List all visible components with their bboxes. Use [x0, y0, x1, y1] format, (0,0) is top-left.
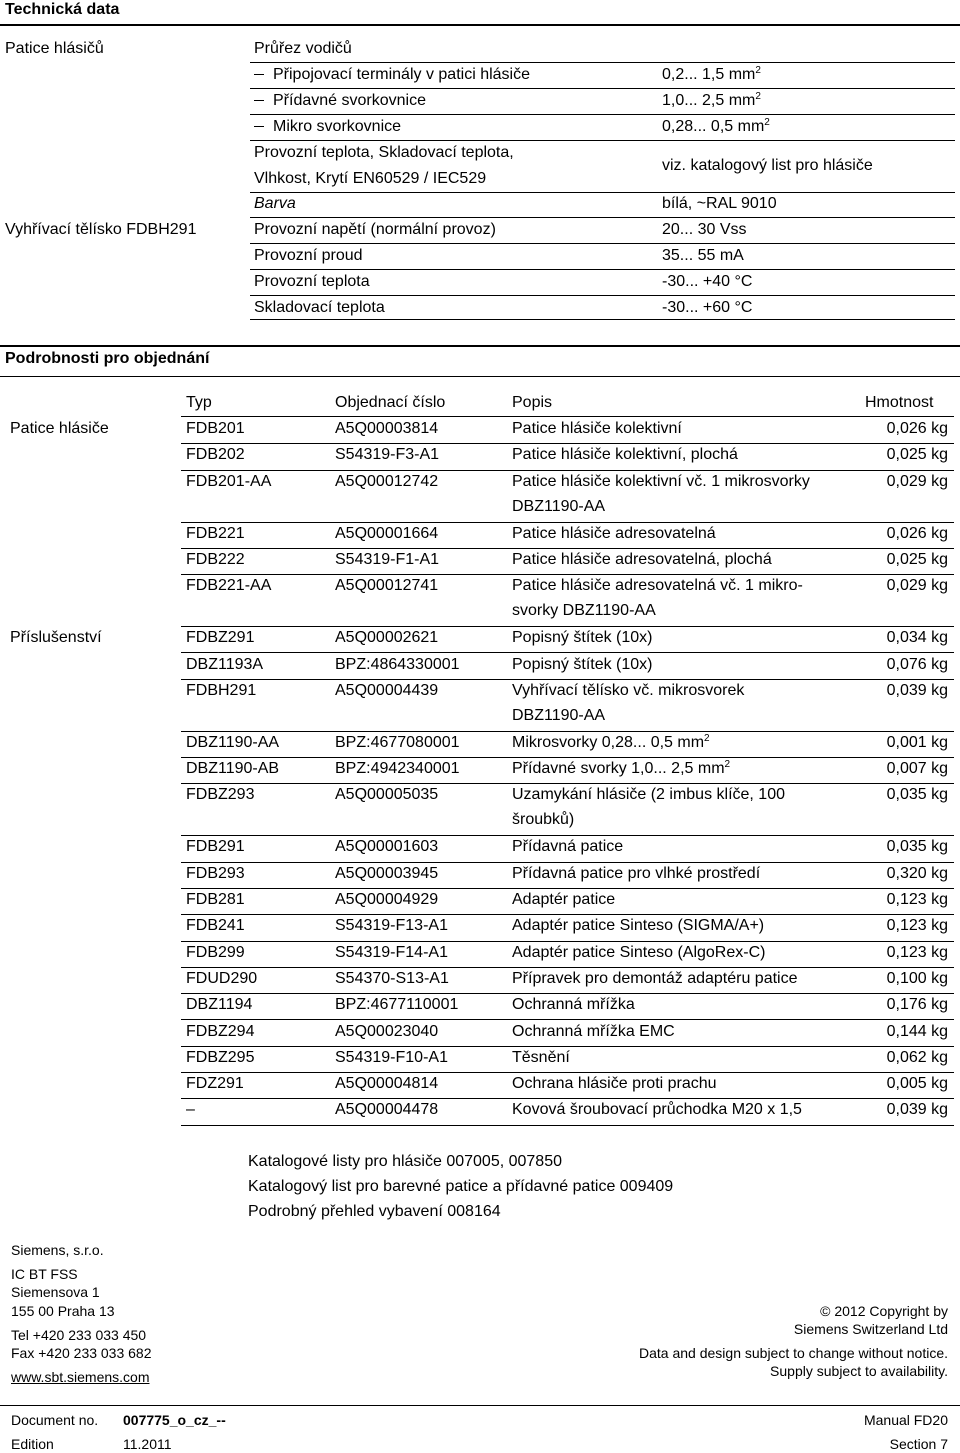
section-title-technical-data: Technická data — [5, 1, 120, 18]
cell-weight: 0,123 kg — [886, 917, 948, 935]
cell-description — [512, 760, 730, 778]
footer-copyright-line1: © 2012 Copyright by — [820, 1303, 948, 1319]
cell-weight: 0,123 kg — [886, 891, 948, 908]
cell-order-number: A5Q00004929 — [335, 891, 439, 908]
footer-notice-line2: Supply subject to availability. — [770, 1363, 948, 1379]
cell-weight: 0,029 kg — [886, 472, 948, 490]
cell-order-number: BPZ:4942340001 — [335, 760, 460, 778]
tech-row-label-text: Mikro svorkovnice — [273, 118, 402, 135]
tech-row-value-text: 0,2... 1,5 mm — [662, 66, 756, 83]
cell-weight: 0,025 kg — [886, 550, 948, 568]
cell-type: DBZ1193A — [186, 655, 264, 673]
footer-edition-label: Edition — [11, 1436, 54, 1452]
tech-row-label-text: Provozní proud — [254, 247, 363, 264]
tech-row-label-text: Skladovací teplota — [254, 299, 385, 316]
cell-type: FDB202 — [186, 446, 245, 464]
cell-description-line2: DBZ1190-AA — [512, 706, 606, 724]
cell-weight: 0,025 kg — [886, 446, 948, 464]
cell-weight: 0,039 kg — [886, 1101, 948, 1119]
footer-website-link[interactable]: www.sbt.siemens.com — [11, 1369, 150, 1385]
cell-description-text: Kovová šroubovací průchodka M20 x 1,5 — [512, 1101, 802, 1119]
cell-order-number: BPZ:4677080001 — [335, 733, 460, 751]
cell-weight: 0,123 kg — [886, 943, 948, 961]
cell-description-text: Ochranná mřížka — [512, 996, 635, 1014]
cell-order-number: A5Q00012741 — [335, 577, 439, 595]
row-rule — [181, 679, 954, 680]
section-title-ordering: Podrobnosti pro objednání — [5, 350, 210, 367]
cell-description — [512, 734, 710, 752]
cell-description — [512, 551, 772, 569]
cell-type: FDBZ291 — [186, 629, 255, 647]
cell-description-text: Přídavná patice — [512, 838, 624, 856]
cell-description-line2: svorky DBZ1190-AA — [512, 602, 656, 620]
tech-row-label-text: Připojovací terminály v patici hlásiče — [273, 66, 530, 83]
cell-order-number: A5Q00001603 — [335, 838, 439, 856]
row-rule — [181, 783, 954, 784]
row-rule — [181, 862, 954, 863]
cell-type: FDB299 — [186, 943, 245, 961]
tech-row-label — [254, 118, 401, 136]
cell-description — [512, 577, 803, 595]
cell-description-text: Patice hlásiče kolektivní, plochá — [512, 446, 738, 464]
cell-order-number: BPZ:4677110001 — [335, 996, 459, 1014]
row-rule — [250, 217, 955, 218]
footer-notice-line1: Data and design subject to change without notice. — [639, 1345, 948, 1361]
cell-description-text: Přípravek pro demontáž adaptéru patice — [512, 969, 798, 987]
cell-order-number: A5Q00004814 — [335, 1075, 439, 1093]
cell-description — [512, 446, 738, 464]
bullet-dash — [254, 126, 264, 127]
tech-row-label — [254, 273, 370, 291]
tech-row-label-text: Barva — [254, 195, 296, 212]
tech-row-value — [662, 66, 761, 84]
cell-description — [512, 944, 765, 962]
cell-type: FDB293 — [186, 864, 245, 882]
cell-description-text: Adaptér patice Sinteso (SIGMA/A+) — [512, 917, 765, 935]
tech-row-value-text: 20... 30 Vss — [662, 221, 747, 238]
cell-weight: 0,005 kg — [886, 1075, 948, 1093]
cell-description — [512, 917, 764, 935]
superscript: 2 — [704, 732, 710, 744]
col-header-order-number: Objednací číslo — [335, 394, 446, 411]
cell-type: DBZ1190-AA — [186, 733, 280, 751]
footer-docno-value: 007775_o_cz_-- — [123, 1412, 226, 1428]
cell-description-text: Popisný štítek (10x) — [512, 655, 653, 673]
tech-row-value-text: 35... 55 mA — [662, 247, 744, 264]
cell-weight: 0,320 kg — [886, 864, 948, 882]
row-rule — [250, 114, 955, 115]
cell-order-number: A5Q00004439 — [335, 681, 439, 699]
row-rule — [181, 1072, 954, 1073]
tech-row-label — [254, 66, 530, 84]
row-rule — [181, 757, 954, 758]
tech-row-value — [662, 195, 777, 213]
cell-description — [512, 838, 623, 856]
cell-description-text: Ochrana hlásiče proti prachu — [512, 1075, 717, 1093]
cell-type: FDB222 — [186, 550, 245, 568]
cell-description — [512, 1075, 717, 1093]
cell-description — [512, 1023, 675, 1041]
cell-description — [512, 1101, 802, 1119]
tech-row-value-text: bílá, ~RAL 9010 — [662, 195, 777, 212]
tech-row-label — [254, 299, 385, 317]
cell-weight: 0,026 kg — [886, 420, 948, 437]
row-rule — [181, 652, 954, 653]
footer-edition-value: 11.2011 — [123, 1436, 172, 1452]
row-rule — [181, 1046, 954, 1047]
row-rule — [181, 914, 954, 915]
tech-row-label-text: Provozní teplota — [254, 273, 370, 290]
header-divider — [181, 416, 954, 417]
cell-type: FDB281 — [186, 891, 245, 908]
cell-description — [512, 656, 653, 674]
cell-description-text: Vyhřívací tělísko vč. mikrosvorek — [512, 681, 745, 699]
cell-type: DBZ1190-AB — [186, 760, 280, 778]
group-label-heater: Vyhřívací tělísko FDBH291 — [5, 221, 197, 238]
cell-description-text: Přídavná patice pro vlhké prostředí — [512, 864, 761, 882]
cell-weight: 0,144 kg — [886, 1022, 948, 1040]
cell-weight: 0,076 kg — [886, 655, 948, 673]
cell-type: DBZ1194 — [186, 996, 253, 1014]
footer-section: Section 7 — [889, 1436, 948, 1452]
superscript: 2 — [724, 759, 731, 771]
cell-weight: 0,035 kg — [886, 838, 948, 856]
cell-description-text: Popisný štítek (10x) — [512, 629, 653, 647]
cell-type: FDB201-AA — [186, 472, 272, 490]
cell-type: FDBH291 — [186, 681, 257, 699]
cell-order-number: S54370-S13-A1 — [335, 969, 449, 987]
tech-row-label — [254, 92, 426, 110]
col-header-type: Typ — [186, 394, 212, 411]
cell-order-number: S54319-F14-A1 — [335, 943, 448, 961]
cell-order-number: A5Q00005035 — [335, 786, 439, 804]
tech-row-value — [662, 247, 744, 265]
row-rule — [181, 626, 954, 627]
cell-description — [512, 682, 744, 700]
row-rule — [181, 1098, 954, 1099]
cell-type: FDBZ295 — [186, 1048, 255, 1066]
tech-row-value — [662, 118, 770, 136]
row-rule — [181, 993, 954, 994]
tech-row-value-text: viz. katalogový list pro hlásiče — [662, 157, 873, 174]
cell-order-number: A5Q00002621 — [335, 629, 439, 647]
cell-description — [512, 420, 682, 438]
footer-docno-label: Document no. — [11, 1412, 99, 1428]
section-divider — [0, 24, 960, 26]
cell-type: FDB221-AA — [186, 577, 272, 595]
cell-description-text: Patice hlásiče adresovatelná, plochá — [512, 550, 772, 568]
footer-manual: Manual FD20 — [863, 1412, 948, 1428]
row-rule — [181, 443, 954, 444]
tech-row-value-text: 0,28... 0,5 mm — [662, 118, 765, 135]
cell-description-text: Patice hlásiče adresovatelná vč. 1 mikro- — [512, 577, 803, 595]
cell-description — [512, 865, 760, 883]
cell-description-text: Patice hlásiče kolektivní vč. 1 mikrosvorky — [512, 472, 810, 490]
cell-description — [512, 996, 635, 1014]
group-label-accessories: Příslušenství — [10, 629, 102, 646]
tech-row-label — [254, 144, 514, 162]
tech-row-label — [254, 195, 296, 213]
cell-type: FDB201 — [186, 420, 245, 437]
cell-weight: 0,039 kg — [886, 681, 948, 699]
cell-weight: 0,026 kg — [886, 524, 948, 542]
cell-order-number: S54319-F10-A1 — [335, 1048, 448, 1066]
superscript: 2 — [764, 117, 770, 128]
cell-weight: 0,007 kg — [886, 760, 948, 778]
tech-row-value — [662, 157, 873, 175]
cell-weight: 0,100 kg — [886, 969, 948, 987]
row-rule — [181, 888, 954, 889]
cell-type: FDBZ293 — [186, 786, 255, 804]
cell-description — [512, 891, 615, 909]
cell-description — [512, 970, 798, 988]
footer-city: 155 00 Praha 13 — [11, 1303, 115, 1319]
row-rule — [181, 574, 954, 575]
row-rule — [250, 192, 955, 193]
tech-row-label-text: Průřez vodičů — [254, 40, 352, 57]
tech-row-value — [662, 92, 761, 110]
superscript: 2 — [755, 91, 761, 102]
superscript: 2 — [755, 65, 761, 76]
row-rule — [250, 295, 955, 296]
row-rule — [181, 470, 954, 471]
tech-row-value — [662, 273, 752, 291]
footer-company: Siemens, s.r.o. — [11, 1242, 104, 1258]
row-rule — [250, 319, 955, 320]
row-rule — [181, 941, 954, 942]
cell-weight: 0,035 kg — [886, 786, 948, 804]
footer-division: IC BT FSS — [11, 1266, 78, 1282]
cell-type: – — [186, 1101, 195, 1119]
cell-order-number: A5Q00012742 — [335, 472, 439, 490]
cell-type: FDBZ294 — [186, 1022, 255, 1040]
tech-row-value-text: -30... +60 °C — [662, 299, 753, 316]
bullet-dash — [254, 74, 264, 75]
cell-type: FDB291 — [186, 838, 245, 856]
reference-color-bases: Katalogový list pro barevné patice a přídavné patice 009409 — [248, 1178, 674, 1195]
footer-fax: Fax +420 233 033 682 — [11, 1345, 152, 1361]
cell-description-text: Ochranná mřížka EMC — [512, 1022, 675, 1040]
cell-description-text: Adaptér patice Sinteso (AlgoRex-C) — [512, 943, 766, 961]
row-rule — [181, 731, 954, 732]
cell-order-number: A5Q00023040 — [335, 1022, 439, 1040]
row-rule — [181, 967, 954, 968]
cell-order-number: A5Q00003945 — [335, 864, 439, 882]
bullet-dash — [254, 100, 264, 101]
cell-description-text: Patice hlásiče adresovatelná — [512, 524, 716, 542]
section-divider — [0, 376, 960, 377]
col-header-weight: Hmotnost — [865, 394, 934, 411]
cell-description — [512, 525, 716, 543]
cell-description-text: Patice hlásiče kolektivní — [512, 420, 682, 437]
row-rule — [250, 88, 955, 89]
reference-equipment-overview: Podrobný přehled vybavení 008164 — [248, 1203, 501, 1220]
cell-order-number: A5Q00003814 — [335, 420, 439, 437]
cell-order-number: A5Q00001664 — [335, 524, 439, 542]
row-rule — [250, 140, 955, 141]
cell-weight: 0,034 kg — [886, 629, 948, 647]
tech-row-label-text: Provozní teplota, Skladovací teplota, — [254, 144, 514, 161]
cell-description-line2: šroubků) — [512, 811, 575, 829]
cell-order-number: S54319-F13-A1 — [335, 917, 448, 935]
row-rule — [250, 243, 955, 244]
footer-divider — [0, 1405, 960, 1406]
tech-row-value — [662, 299, 752, 317]
row-rule — [181, 1019, 954, 1020]
reference-datasheets: Katalogové listy pro hlásiče 007005, 007850 — [248, 1153, 562, 1170]
tech-row-label-line2: Vlhkost, Krytí EN60529 / IEC529 — [254, 170, 487, 187]
row-rule — [250, 269, 955, 270]
cell-description-text: Adaptér patice — [512, 891, 616, 908]
row-rule — [181, 1125, 954, 1126]
footer-copyright-line2: Siemens Switzerland Ltd — [793, 1321, 948, 1337]
tech-row-label — [254, 247, 363, 265]
cell-description-text: Mikrosvorky 0,28... 0,5 mm — [512, 733, 705, 751]
cell-type: FDUD290 — [186, 969, 258, 987]
cell-weight: 0,062 kg — [886, 1048, 948, 1066]
col-header-description: Popis — [512, 394, 553, 411]
tech-row-value-text: 1,0... 2,5 mm — [662, 92, 756, 109]
tech-row-value-text: -30... +40 °C — [662, 273, 753, 290]
footer-street: Siemensova 1 — [11, 1284, 100, 1300]
tech-row-label — [254, 221, 496, 239]
row-rule — [250, 62, 955, 63]
cell-type: FDB241 — [186, 917, 245, 935]
tech-row-label-text: Přídavné svorkovnice — [273, 92, 426, 109]
cell-type: FDZ291 — [186, 1075, 244, 1093]
cell-description — [512, 629, 653, 647]
cell-description-text: Přídavné svorky 1,0... 2,5 mm — [512, 760, 725, 778]
cell-order-number: A5Q00004478 — [335, 1101, 439, 1119]
cell-description — [512, 786, 785, 804]
cell-order-number: S54319-F1-A1 — [335, 550, 440, 568]
row-rule — [181, 522, 954, 523]
tech-row-label — [254, 40, 352, 58]
cell-type: FDB221 — [186, 524, 245, 542]
tech-row-value — [662, 221, 747, 239]
tech-row-label-text: Provozní napětí (normální provoz) — [254, 221, 496, 238]
row-rule — [181, 548, 954, 549]
group-label-bases: Patice hlásiče — [10, 420, 109, 437]
section-divider — [0, 345, 960, 347]
cell-description-text: Uzamykání hlásiče (2 imbus klíče, 100 — [512, 786, 785, 804]
cell-order-number: S54319-F3-A1 — [335, 446, 440, 464]
cell-weight: 0,029 kg — [886, 577, 948, 595]
cell-weight: 0,001 kg — [886, 733, 948, 751]
cell-description — [512, 1049, 570, 1067]
cell-order-number: BPZ:4864330001 — [335, 655, 460, 673]
cell-weight: 0,176 kg — [886, 996, 948, 1014]
footer-tel: Tel +420 233 033 450 — [11, 1327, 147, 1343]
row-rule — [181, 835, 954, 836]
group-label-detector-bases: Patice hlásičů — [5, 40, 104, 57]
cell-description — [512, 473, 810, 491]
cell-description-line2: DBZ1190-AA — [512, 497, 606, 515]
cell-description-text: Těsnění — [512, 1048, 570, 1066]
